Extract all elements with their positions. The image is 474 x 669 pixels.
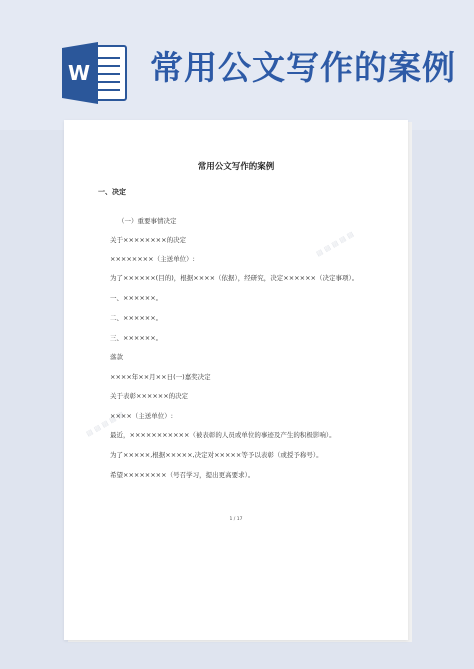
section-heading: 一、决定: [98, 188, 126, 196]
page-number: 1 / 17: [229, 517, 243, 522]
banner-title: 常用公文写作的案例: [150, 48, 456, 87]
list-item: （一）重要事情决定: [118, 217, 177, 225]
document-page: [64, 120, 408, 640]
list-item: 关于××××××××的决定: [110, 236, 187, 244]
list-item: 为了××××××(目的)，根据××××（依据），经研究，决定××××××（决定事项）。: [110, 274, 359, 282]
list-item: 关于表彰××××××的决定: [110, 392, 189, 400]
list-item: 最近，×××××××××××（被表彰的人员或单位的事迹及产生的积极影响）。: [110, 431, 336, 439]
list-item: 二、××××××。: [110, 314, 163, 322]
list-item: 为了×××××,根据×××××,决定对×××××等予以表彰（或授予称号）。: [110, 451, 323, 459]
svg-text:W: W: [67, 61, 91, 85]
list-item: 希望××××××××（号召学习，提出更高要求）。: [110, 471, 255, 479]
list-item: ××××××××（主送单位）:: [110, 255, 195, 263]
word-icon: [62, 42, 128, 104]
watermark: ▤ ▤ ▤ ▤ ▤: [314, 230, 356, 258]
list-item: 一、××××××。: [110, 294, 163, 302]
list-item: 落款: [110, 353, 123, 361]
list-item: 三、××××××。: [110, 334, 163, 342]
document-title: 常用公文写作的案例: [197, 162, 275, 172]
watermark: ▤ ▤ ▤ ▤ ▤: [84, 410, 126, 438]
list-item: ××××年××月××日(一)嘉奖决定: [110, 373, 211, 381]
list-item: ××××（主送单位）:: [110, 412, 173, 420]
